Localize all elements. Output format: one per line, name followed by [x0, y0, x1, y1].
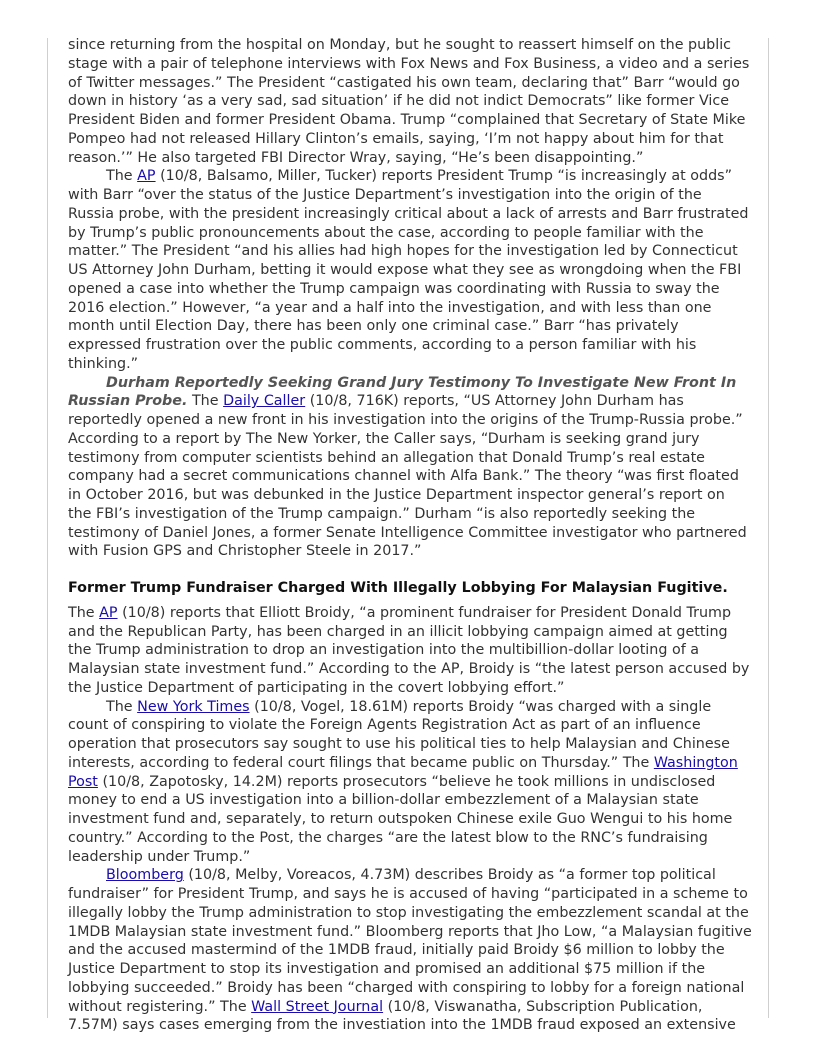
paragraph-2-lead: The — [106, 168, 138, 185]
right-margin-rule — [768, 38, 769, 1018]
paragraph-5-body-1: (10/8, Vogel, 18.61M) reports Broidy “was charged with a single count of conspiring to violate the Foreign Agents Registration Act as part of an influence operation that prosecutors say sought to use his political ties to help Malaysian and Chinese interests, according to federal court filings that became public on Thursday.” The — [68, 698, 730, 771]
ap-link-2[interactable]: AP — [99, 604, 118, 621]
bloomberg-link[interactable]: Bloomberg — [106, 867, 184, 884]
document-page — [68, 36, 752, 1035]
paragraph-2-body: (10/8, Balsamo, Miller, Tucker) reports President Trump “is increasingly at odds” with Barr “over the status of the Justice Department’s investigation into the origin of the Russia probe, with the president increasingly critical about a lack of arrests and Barr frustrated by Trump’s public pronouncements about the case, according to people familiar with the matter.” The President “and his allies had high hopes for the investigation led by Connecticut US Attorney John Durham, betting it would expose what they see as wrongdoing when the FBI opened a case into whether the Trump campaign was coordinating with Russia to sway the 2016 election.” However, “a year and a half into the investigation, and with less than one month until Election Day, there has been only one criminal case.” Barr “has privately expressed frustration over the public comments, according to a person familiar with his thinking.” — [68, 168, 749, 372]
paragraph-5 — [68, 698, 752, 867]
paragraph-4-body: (10/8) reports that Elliott Broidy, “a prominent fundraiser for President Donald Trump and the Republican Party, has been charged in an illicit lobbying campaign aimed at getting the Trump administration to drop an investigation into the multibillion-dollar looting of a Malaysian state investment fund.” According to the AP, Broidy is “the latest person accused by the Justice Department of participating in the covert lobbying effort.” — [68, 604, 750, 696]
durham-subheading: Durham Reportedly Seeking Grand Jury Testimony To Investigate New Front In Russian Probe. — [68, 374, 737, 410]
paragraph-6 — [68, 866, 752, 1035]
paragraph-4 — [68, 604, 752, 698]
left-margin-rule — [47, 38, 48, 1018]
daily-caller-link[interactable]: Daily Caller — [223, 393, 306, 410]
paragraph-5-body-2: (10/8, Zapotosky, 14.2M) reports prosecutors “believe he took millions in undisclosed money to end a US investigation into a billion-dollar embezzlement of a Malaysian state investment fund and, separately, to return outspoken Chinese exile Guo Wengui to his home country.” According to the Post, the charges “are the latest blow to the RNC’s fundraising leadership under Trump.” — [68, 773, 733, 865]
wsj-link[interactable]: Wall Street Journal — [251, 998, 384, 1015]
paragraph-6-body-2: (10/8, Viswanatha, Subscription Publication, 7.57M) says cases emerging from the investiation into the 1MDB fraud exposed an extensive — [68, 998, 736, 1034]
paragraph-1: since returning from the hospital on Monday, but he sought to reassert himself on the public stage with a pair of telephone interviews with Fox News and Fox Business, a video and a series of Twitter messages.” The President “castigated his own team, declaring that” Barr “would go down in history ‘as a very sad, sad situation’ if he did not indict Democrats” like former Vice President Biden and former President Obama. Trump “complained that Secretary of State Mike Pompeo had not released Hillary Clinton’s emails, saying, ‘I’m not happy about him for that reason.’” He also targeted FBI Director Wray, saying, “He’s been disappointing.” — [68, 37, 750, 166]
paragraph-5-lead: The — [106, 698, 138, 715]
washington-post-link[interactable]: Washington Post — [68, 754, 738, 790]
ap-link[interactable]: AP — [137, 168, 156, 185]
paragraph-3-body: (10/8, 716K) reports, “US Attorney John Durham has reportedly opened a new front in his investigation into the origins of the Trump-Russia probe.” According to a report by The New Yorker, the Caller says, “Durham is seeking grand jury testimony from computer scientists behind an allegation that Donald Trump’s real estate company had a secret communications channel with Alfa Bank.” The theory “was first floated in October 2016, but was debunked in the Justice Department inspector general’s report on the FBI’s investigation of the Trump campaign.” Durham “is also reportedly seeking the testimony of Daniel Jones, a former Senate Intelligence Committee investigator who partnered with Fusion GPS and Christopher Steele in 2017.” — [68, 393, 747, 560]
section-headline: Former Trump Fundraiser Charged With Illegally Lobbying For Malaysian Fugitive. — [68, 580, 728, 596]
paragraph-6-body-1: (10/8, Melby, Voreacos, 4.73M) describes Broidy as “a former top political fundraiser” for President Trump, and says he is accused of having “participated in a scheme to illegally lobby the Trump administration to stop investigating the embezzlement scandal at the 1MDB Malaysian state investment fund.” Bloomberg reports that Jho Low, “a Malaysian fugitive and the accused mastermind of the 1MDB fraud, initially paid Broidy $6 million to lobby the Justice Department to stop its investigation and promised an additional $75 million if the lobbying succeeded.” Broidy has been “charged with conspiring to lobby for a foreign national without registering.” The — [68, 867, 752, 1015]
nyt-link[interactable]: New York Times — [137, 698, 250, 715]
paragraph-4-lead: The — [68, 604, 100, 621]
paragraph-2 — [68, 167, 752, 373]
paragraph-3 — [68, 374, 752, 562]
paragraph-3-lead: The — [187, 393, 224, 410]
